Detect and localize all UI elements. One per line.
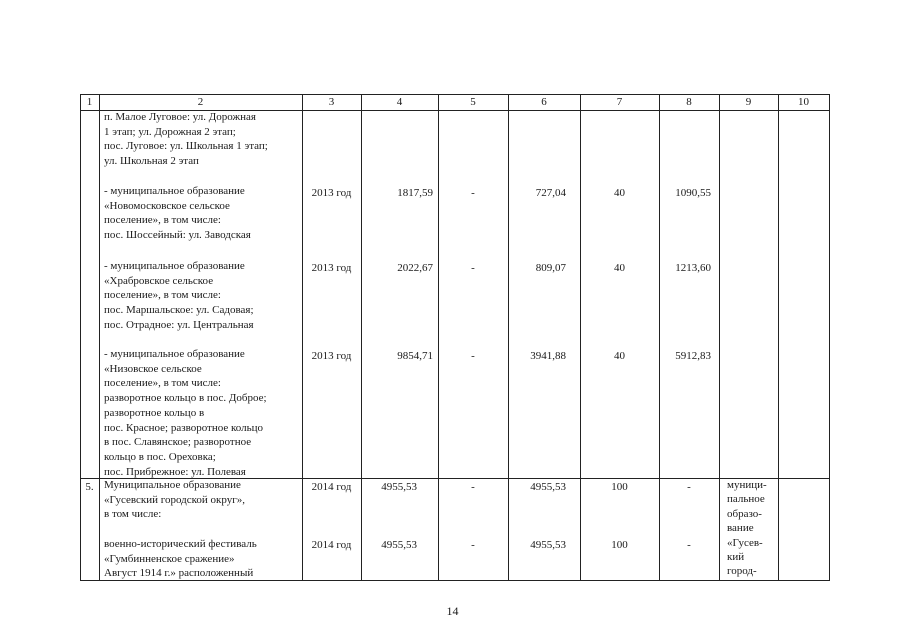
col-header-6: 6 (541, 96, 547, 108)
row-khrabrovskoe-text: - муниципальное образование «Храбровское сельское поселение», в том числе: пос. Маршальское: ул. Садовая; пос. Отрадное: ул. Центральная (104, 260, 254, 331)
item-5-regional: 4955,53 (530, 481, 566, 493)
row-khrabrovskoe-local: 1213,60 (675, 262, 711, 274)
item-5-percent: 100 (611, 481, 628, 493)
row-khrabrovskoe-year: 2013 год (311, 262, 352, 274)
row-khrabrovskoe-federal: - (471, 262, 475, 274)
row-novomoskovskoe-text: - муниципальное образование «Новомосковское сельское поселение», в том числе: пос. Шоссейный: ул. Заводская (104, 185, 251, 242)
col-header-4: 4 (396, 96, 403, 108)
row-nizovskoe-regional: 3941,88 (530, 350, 566, 362)
row-nizovskoe-local: 5912,83 (675, 350, 711, 362)
col-border-0 (80, 94, 81, 581)
row-nizovskoe-text: - муниципальное образование «Низовское сельское поселение», в том числе: разворотное кольцо в пос. Доброе; разворотное кольцо в пос. Красное; разворотное кольцо в пос. Славянское; разворотное кольцо в пос. Ореховка; пос. Прибрежное: ул. Полевая (104, 348, 267, 478)
col-header-2: 2 (197, 96, 204, 108)
row-khrabrovskoe-total: 2022,67 (397, 262, 433, 274)
item-5-text: Муниципальное образование «Гусевский городской округ», в том числе: (104, 479, 246, 521)
row-nizovskoe-total: 9854,71 (397, 350, 433, 362)
col-header-10: 10 (798, 96, 809, 108)
item-5-number: 5. (85, 481, 94, 493)
item-5-sub-regional: 4955,53 (530, 539, 566, 551)
item-5-sub-total: 4955,53 (381, 539, 417, 551)
row-nizovskoe-percent: 40 (614, 350, 625, 362)
col-header-7: 7 (616, 96, 623, 108)
col-header-8: 8 (686, 96, 692, 108)
col-border-9 (778, 94, 779, 581)
item-5-sub-percent: 100 (611, 539, 628, 551)
row-novomoskovskoe-regional: 727,04 (535, 187, 566, 199)
item-5-federal: - (471, 481, 475, 493)
row-nizovskoe-year: 2013 год (311, 350, 352, 362)
row-novomoskovskoe-local: 1090,55 (675, 187, 711, 199)
col-border-6 (580, 94, 581, 581)
item-5-col9-text: муници- пальное образо- вание «Гусев- кий город- (727, 479, 767, 578)
row-khrabrovskoe-percent: 40 (614, 262, 625, 274)
col-header-9: 9 (745, 96, 752, 108)
col-border-1 (99, 94, 100, 581)
row-novomoskovskoe-year: 2013 год (311, 187, 352, 199)
col-border-7 (659, 94, 660, 581)
item-5-sub-local: - (687, 539, 691, 551)
col-header-3: 3 (328, 96, 335, 108)
item-5-year: 2014 год (311, 481, 352, 493)
item-5-sub-year: 2014 год (311, 539, 352, 551)
item-5-local: - (687, 481, 691, 493)
continuation-text: п. Малое Луговое: ул. Дорожная 1 этап; ул. Дорожная 2 этап; пос. Луговое: ул. Школьная 1 этап; ул. Школьная 2 этап (104, 111, 268, 168)
col-border-8 (719, 94, 720, 581)
row-novomoskovskoe-federal: - (471, 187, 475, 199)
item-5-total: 4955,53 (381, 481, 417, 493)
col-border-2 (302, 94, 303, 581)
col-header-1: 1 (86, 96, 93, 108)
row-khrabrovskoe-regional: 809,07 (535, 262, 566, 274)
page-number: 14 (446, 604, 459, 618)
col-header-5: 5 (470, 96, 476, 108)
row-nizovskoe-federal: - (471, 350, 475, 362)
row-novomoskovskoe-percent: 40 (614, 187, 625, 199)
row-novomoskovskoe-total: 1817,59 (397, 187, 433, 199)
item-5-sub-federal: - (471, 539, 475, 551)
col-border-5 (508, 94, 509, 581)
col-border-3 (361, 94, 362, 581)
col-border-10 (829, 94, 830, 581)
col-border-4 (438, 94, 439, 581)
item-5-sub-text: военно-исторический фестиваль «Гумбинненское сражение» Август 1914 г.» расположенный (104, 538, 257, 580)
